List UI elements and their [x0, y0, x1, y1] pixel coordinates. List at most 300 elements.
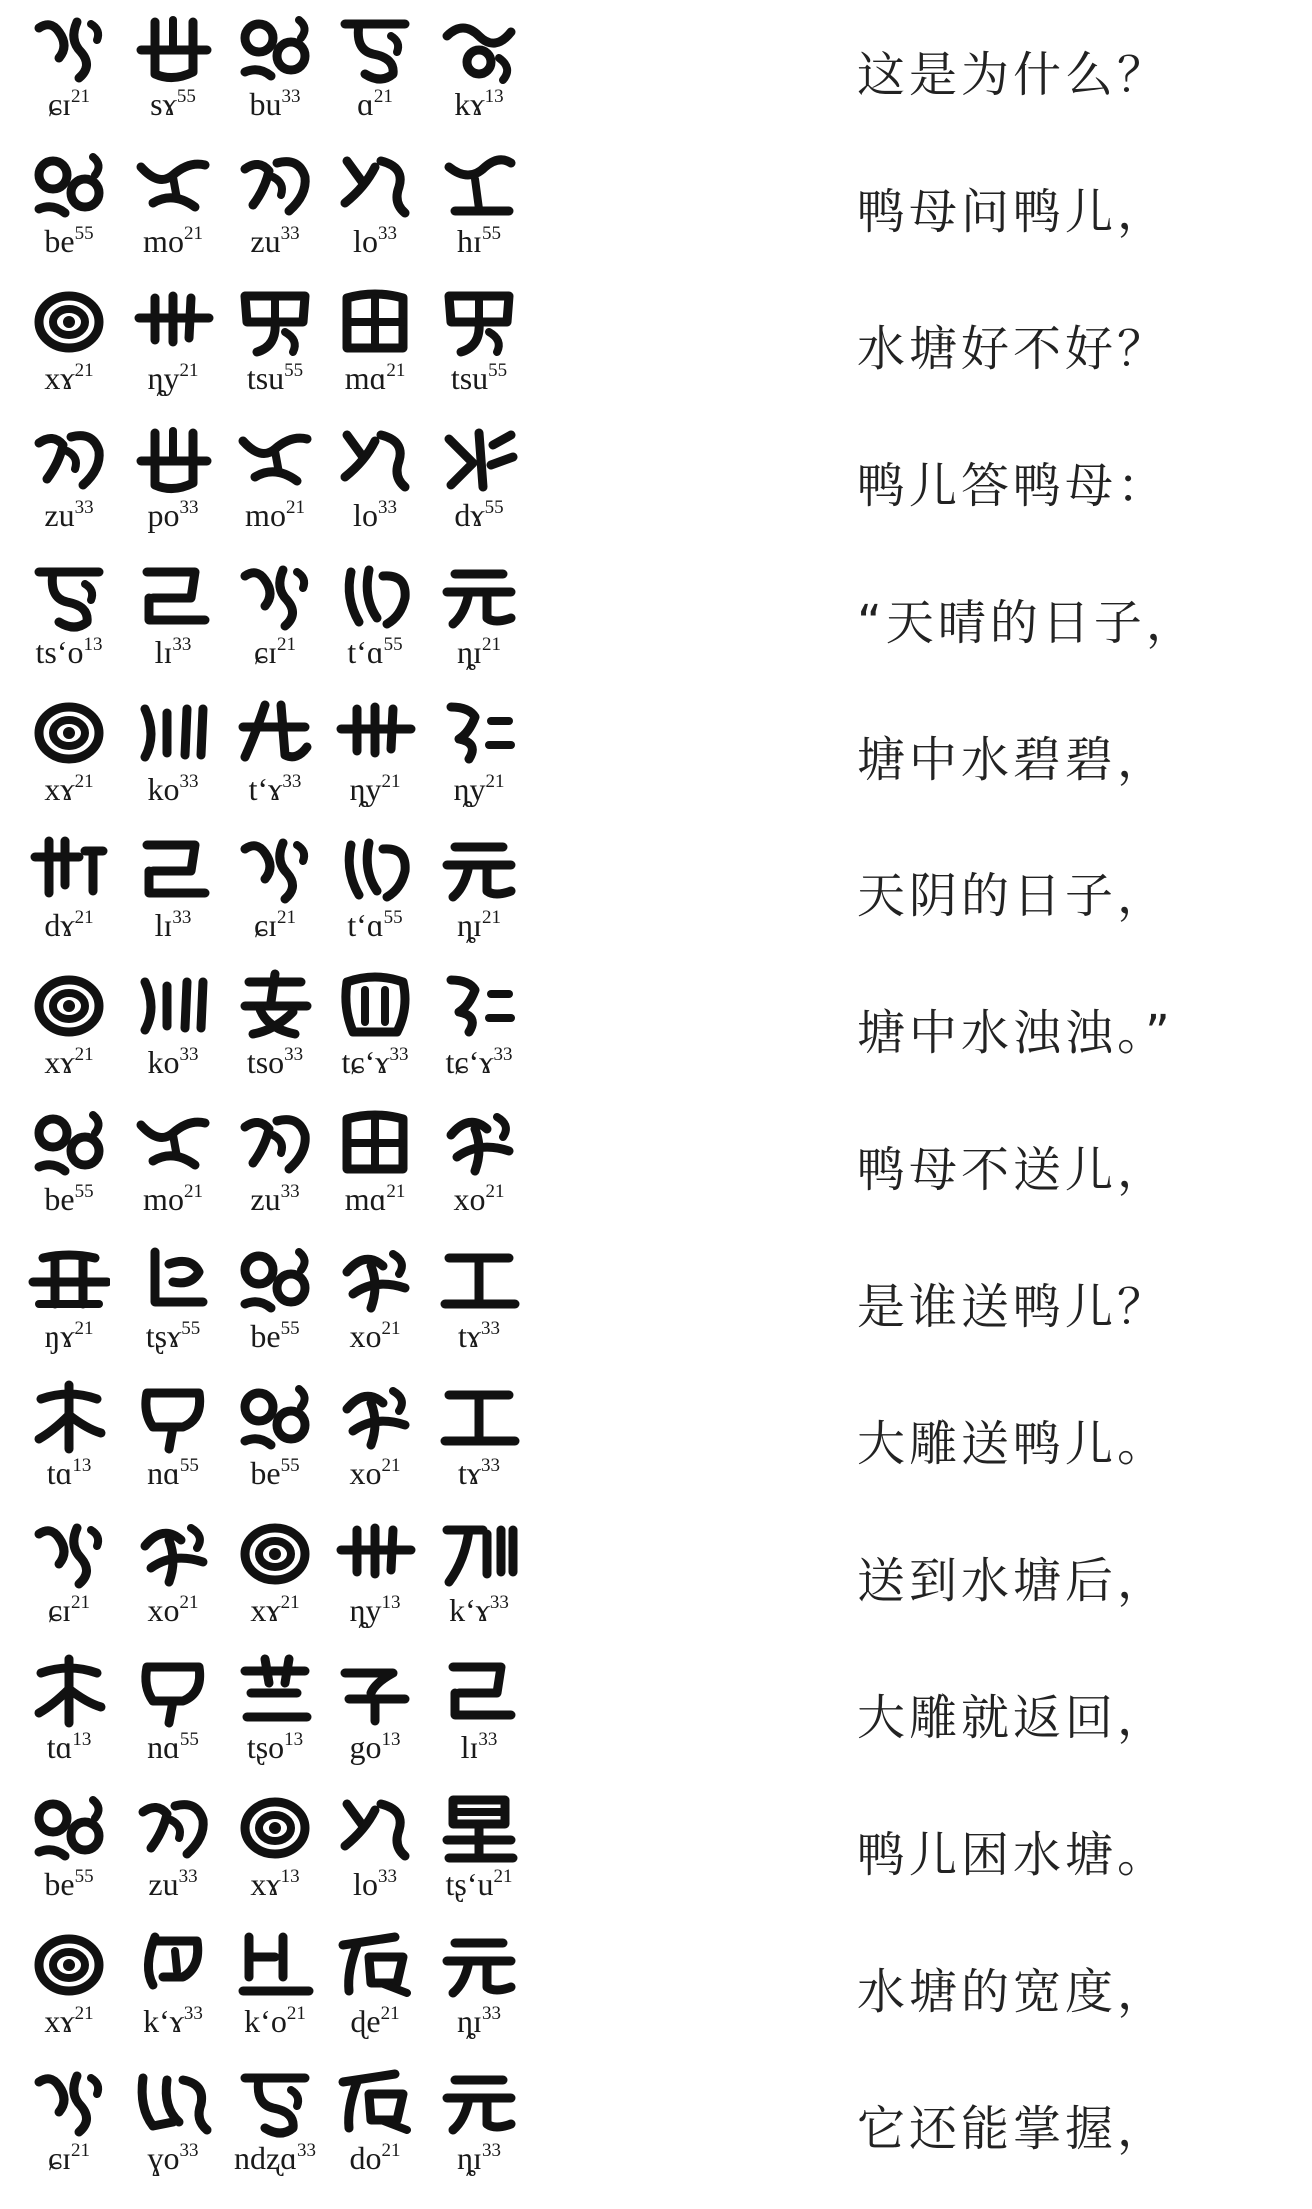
yi-glyph-double-hook-icon [334, 558, 416, 634]
yi-glyph-cross-bowl-icon [132, 10, 214, 86]
yi-glyph-cross-bowl-icon [132, 421, 214, 497]
yi-syllable [414, 417, 544, 547]
syllable-text: t‘ɑ [347, 633, 384, 670]
syllable-text: ŋɤ [44, 1318, 75, 1355]
tone-number: 21 [74, 770, 94, 792]
yi-glyph-hook-arch-icon [234, 1105, 316, 1181]
phonetic-transcription [414, 771, 544, 808]
tone-number: 55 [179, 1728, 199, 1750]
tone-number: 33 [481, 1318, 501, 1340]
yi-glyph-double-hook-icon [334, 831, 416, 907]
yi-glyph-concentric-icon [234, 1516, 316, 1592]
yi-glyph-hook-box-icon [132, 1927, 214, 2003]
yi-syllable [414, 827, 544, 957]
syllable-text: ɕɪ [47, 1591, 72, 1628]
text-line [0, 1649, 1312, 1787]
tone-number: 33 [280, 222, 300, 244]
syllable-text: xo [349, 1318, 382, 1355]
syllable-text: lo [353, 1865, 378, 1902]
yi-glyph-fork-icon [438, 421, 520, 497]
tone-number: 21 [71, 86, 91, 107]
syllable-text: be [250, 1318, 281, 1355]
syllable-text: nɑ [147, 1728, 180, 1765]
syllable-text: lo [353, 222, 378, 259]
yi-glyph-field-icon [334, 1105, 416, 1181]
tone-number: 33 [179, 1044, 199, 1066]
yi-glyph-leaf-icon [132, 1516, 214, 1592]
syllable-text: t‘ɑ [347, 907, 384, 944]
syllable-text: dɤ [454, 496, 485, 533]
yi-syllable [414, 1649, 544, 1779]
syllable-text: zu [148, 1865, 179, 1902]
tone-number: 33 [296, 2139, 316, 2161]
text-line [0, 554, 1312, 692]
syllable-text: tso [246, 1044, 285, 1081]
tone-number: 21 [179, 359, 199, 381]
syllable-text: xɤ [250, 1591, 281, 1628]
tone-number: 55 [383, 907, 403, 929]
text-line [0, 1101, 1312, 1239]
syllable-text: tʂo [246, 1728, 285, 1765]
text-line [0, 1512, 1312, 1650]
chinese-translation: 水塘的宽度， [857, 1963, 1170, 2020]
chinese-translation: 鸭母问鸭儿， [857, 183, 1170, 240]
yi-glyph-three-dash-icon [438, 968, 520, 1044]
tone-number: 21 [493, 1865, 513, 1887]
syllable-text: ȵy [349, 770, 382, 807]
phonetic-transcription [414, 86, 544, 123]
tone-number: 33 [178, 1865, 198, 1887]
syllable-text: kɤ [454, 86, 485, 122]
yi-glyph-net-bowl-icon [438, 284, 520, 360]
syllable-text: k‘ɤ [143, 2002, 184, 2039]
yi-glyph-hook-x-icon [234, 558, 316, 634]
tone-number: 33 [179, 496, 199, 518]
tone-number: 55 [488, 359, 508, 381]
text-line [0, 6, 1312, 144]
tone-number: 21 [179, 1591, 199, 1613]
yi-glyph-triple-stroke-icon [132, 695, 214, 771]
text-line [0, 417, 1312, 555]
tone-number: 21 [286, 2002, 306, 2024]
tone-number: 55 [74, 1865, 94, 1887]
syllable-text: xo [147, 1591, 180, 1628]
syllable-text: lo [353, 496, 378, 533]
yi-syllable [414, 1512, 544, 1642]
syllable-text: ɕɪ [47, 2139, 72, 2176]
yi-glyph-leaf-icon [334, 1379, 416, 1455]
syllable-text: ko [147, 1044, 180, 1081]
yi-glyph-round-box-icon [334, 968, 416, 1044]
syllable-text: xɤ [44, 359, 75, 396]
phonetic-transcription [414, 1181, 544, 1218]
phonetic-transcription [414, 2003, 544, 2040]
tone-number: 21 [381, 1318, 401, 1340]
tone-number: 33 [172, 907, 192, 929]
syllable-text: tɤ [457, 1318, 482, 1355]
yi-glyph-box-open-icon [132, 831, 214, 907]
yi-glyph-box-stand-icon [438, 1790, 520, 1866]
text-line [0, 964, 1312, 1102]
phonetic-transcription [414, 223, 544, 260]
tone-number: 33 [481, 2139, 501, 2161]
tone-number: 33 [389, 1044, 409, 1066]
syllable-text: be [44, 1181, 75, 1218]
yi-glyph-double-loop-icon [234, 1242, 316, 1318]
yi-glyph-leaf-icon [334, 1242, 416, 1318]
yi-glyph-wide-comb-icon [28, 1242, 110, 1318]
yi-glyph-stand-icon [438, 558, 520, 634]
tone-number: 33 [377, 496, 397, 518]
syllable-text: xɤ [44, 770, 75, 807]
yi-glyph-concentric-icon [28, 695, 110, 771]
yi-glyph-comb-icon [334, 695, 416, 771]
chinese-translation: 塘中水碧碧， [857, 731, 1170, 788]
text-line [0, 1923, 1312, 2061]
yi-syllable [414, 1923, 544, 2053]
text-line [0, 1786, 1312, 1924]
text-line [0, 1238, 1312, 1376]
tone-number: 21 [74, 2002, 94, 2024]
syllable-text: po [147, 496, 180, 533]
syllable-text: tʂ‘u [445, 1865, 494, 1902]
yi-glyph-wing-bar-icon [438, 147, 520, 223]
tone-number: 33 [74, 496, 94, 518]
syllable-text: ɖe [350, 2002, 381, 2039]
syllable-text: do [349, 2139, 382, 2176]
syllable-text: ȵy [147, 359, 180, 396]
yi-syllable [414, 691, 544, 821]
yi-syllable [414, 964, 544, 1094]
tone-number: 21 [381, 770, 401, 792]
syllable-text: tɑ [46, 1728, 73, 1765]
syllable-text: be [250, 1455, 281, 1491]
syllable-text: go [349, 1728, 382, 1765]
tone-number: 21 [485, 1181, 505, 1203]
yi-glyph-box-open-icon [132, 558, 214, 634]
syllable-text: be [44, 222, 75, 259]
yi-glyph-field-icon [334, 284, 416, 360]
chinese-translation: 鸭儿答鸭母： [857, 457, 1170, 514]
chinese-translation: 大雕送鸭儿。 [857, 1416, 1170, 1472]
phonetic-transcription [414, 634, 544, 671]
tone-number: 21 [373, 86, 393, 107]
tone-number: 21 [386, 359, 406, 381]
tone-number: 21 [277, 633, 297, 655]
yi-glyph-stand-icon [438, 1927, 520, 2003]
yi-glyph-wing-icon [132, 147, 214, 223]
tone-number: 21 [381, 1455, 401, 1476]
syllable-text: ɣo [147, 2139, 180, 2176]
tone-number: 33 [172, 633, 192, 655]
yi-glyph-hook-arch-icon [28, 421, 110, 497]
yi-glyph-steps-icon [234, 1927, 316, 2003]
yi-glyph-i-beam-icon [438, 1379, 520, 1455]
syllable-text: k‘ɤ [449, 1591, 490, 1628]
syllable-text: tɑ [46, 1455, 73, 1491]
yi-glyph-double-loop-icon [28, 1790, 110, 1866]
yi-glyph-concentric-icon [28, 968, 110, 1044]
tone-number: 21 [386, 1181, 406, 1203]
syllable-text: lɪ [460, 1728, 479, 1765]
tone-number: 21 [71, 1591, 91, 1613]
yi-glyph-slant-box-icon [334, 2064, 416, 2140]
yi-glyph-concentric-icon [28, 284, 110, 360]
yi-glyph-double-loop-icon [28, 1105, 110, 1181]
yi-glyph-double-loop-icon [234, 1379, 316, 1455]
yi-glyph-comb-small-icon [28, 831, 110, 907]
tone-number: 55 [383, 633, 403, 655]
chinese-translation: 是谁送鸭儿？ [857, 1279, 1170, 1336]
syllable-text: xɤ [44, 1044, 75, 1081]
syllable-text: dɤ [44, 907, 75, 944]
yi-glyph-hook-x-icon [28, 2064, 110, 2140]
chinese-translation: 天阴的日子， [857, 868, 1170, 925]
tone-number: 55 [181, 1318, 201, 1340]
tone-number: 33 [478, 1728, 498, 1750]
yi-glyph-wave-loop-icon [438, 10, 520, 86]
tone-number: 21 [74, 359, 94, 381]
syllable-text: mɑ [344, 1181, 387, 1218]
yi-glyph-leaf-icon [438, 1105, 520, 1181]
tone-number: 33 [183, 2002, 203, 2024]
syllable-text: tɕ‘ɤ [341, 1044, 390, 1081]
syllable-text: xo [349, 1455, 382, 1491]
chinese-translation: 送到水塘后， [857, 1552, 1170, 1609]
tone-number: 55 [74, 1181, 94, 1203]
syllable-text: ɑ [357, 86, 374, 122]
tone-number: 13 [484, 86, 504, 107]
tone-number: 33 [179, 2139, 199, 2161]
phonetic-transcription [414, 1044, 544, 1081]
syllable-text: be [44, 1865, 75, 1902]
phonetic-transcription [414, 907, 544, 944]
chinese-translation: 大雕就返回， [857, 1689, 1170, 1746]
yi-glyph-cap-loop-icon [234, 2064, 316, 2140]
syllable-text: nɑ [147, 1455, 180, 1491]
syllable-text: ko [147, 770, 180, 807]
tone-number: 13 [72, 1728, 92, 1750]
tone-number: 21 [380, 2002, 400, 2024]
text-line [0, 1375, 1312, 1513]
syllable-text: mo [143, 1181, 184, 1218]
yi-glyph-hook-x-icon [234, 831, 316, 907]
tone-number: 33 [489, 1591, 509, 1613]
yi-syllable [414, 143, 544, 273]
yi-glyph-hook-x-icon [28, 1516, 110, 1592]
yi-glyph-cap-loop-icon [334, 10, 416, 86]
yi-glyph-three-dash-icon [438, 695, 520, 771]
tone-number: 33 [281, 86, 301, 107]
yi-glyph-claw-icon [334, 421, 416, 497]
text-line [0, 280, 1312, 418]
syllable-text: ȵy [453, 770, 486, 807]
syllable-text: ȵɪ [457, 633, 482, 670]
chinese-translation: “天晴的日子， [857, 594, 1198, 651]
yi-glyph-net-bowl-icon [234, 284, 316, 360]
syllable-text: hɪ [457, 222, 482, 259]
yi-glyph-claw-icon [334, 1790, 416, 1866]
yi-glyph-double-loop-icon [234, 10, 316, 86]
yi-glyph-zigzag-icon [334, 1653, 416, 1729]
phonetic-transcription [414, 1592, 544, 1629]
chinese-translation: 这是为什么？ [857, 47, 1170, 103]
chinese-translation: 塘中水浊浊。” [857, 1005, 1174, 1062]
syllable-text: tsu [450, 359, 489, 396]
syllable-text: xo [453, 1181, 486, 1218]
syllable-text: tɕ‘ɤ [445, 1044, 494, 1081]
tone-number: 55 [481, 222, 501, 244]
chinese-translation: 它还能掌握， [857, 2100, 1170, 2157]
text-line [0, 827, 1312, 965]
yi-glyph-hook-x-icon [28, 10, 110, 86]
yi-glyph-wing-icon [132, 1105, 214, 1181]
tone-number: 21 [183, 222, 203, 244]
yi-glyph-crossbar-icon [234, 1653, 316, 1729]
syllable-text: sɤ [150, 86, 177, 122]
tone-number: 21 [277, 907, 297, 929]
tone-number: 13 [381, 1728, 401, 1750]
phonetic-transcription [414, 497, 544, 534]
yi-glyph-comb-icon [132, 284, 214, 360]
syllable-text: lɪ [154, 633, 173, 670]
yi-glyph-concentric-icon [234, 1790, 316, 1866]
syllable-text: ȵy [349, 1591, 382, 1628]
tone-number: 55 [280, 1455, 300, 1476]
tone-number: 21 [485, 770, 505, 792]
yi-glyph-hook-arch-icon [132, 1790, 214, 1866]
text-line [0, 691, 1312, 829]
yi-glyph-box-open-icon [438, 1653, 520, 1729]
syllable-text: zu [250, 222, 281, 259]
tone-number: 13 [381, 1591, 401, 1613]
yi-glyph-comb-icon [334, 1516, 416, 1592]
yi-glyph-claw-icon [334, 147, 416, 223]
phonetic-transcription [414, 1729, 544, 1766]
yi-glyph-concentric-icon [28, 1927, 110, 2003]
yi-syllable [414, 1238, 544, 1368]
tone-number: 13 [72, 1455, 92, 1476]
tone-number: 21 [280, 1591, 300, 1613]
yi-glyph-bar-lines-icon [438, 1516, 520, 1592]
yi-glyph-tree-icon [28, 1653, 110, 1729]
tone-number: 55 [179, 1455, 199, 1476]
yi-glyph-cup-icon [132, 1379, 214, 1455]
yi-glyph-triple-stroke-icon [132, 968, 214, 1044]
syllable-text: t‘ɤ [248, 770, 283, 807]
syllable-text: mo [245, 496, 286, 533]
phonetic-transcription [414, 360, 544, 397]
syllable-text: mɑ [344, 359, 387, 396]
syllable-text: tɤ [457, 1455, 482, 1491]
tone-number: 21 [71, 2139, 91, 2161]
tone-number: 13 [280, 1865, 300, 1887]
yi-syllable [414, 6, 544, 136]
text-line [0, 2060, 1312, 2198]
syllable-text: bu [249, 86, 282, 122]
tone-number: 33 [481, 2002, 501, 2024]
yi-syllable [414, 1101, 544, 1231]
yi-glyph-hook-arch-icon [234, 147, 316, 223]
syllable-text: mo [143, 222, 184, 259]
phonetic-transcription [414, 2140, 544, 2177]
syllable-text: tʂɤ [145, 1318, 182, 1355]
syllable-text: ɕɪ [47, 86, 72, 122]
syllable-text: lɪ [154, 907, 173, 944]
tone-number: 55 [280, 1318, 300, 1340]
syllable-text: tsu [246, 359, 285, 396]
syllable-text: ɕɪ [253, 907, 278, 944]
yi-syllable [414, 1375, 544, 1505]
tone-number: 33 [284, 1044, 304, 1066]
chinese-translation: 鸭儿困水塘。 [857, 1826, 1170, 1883]
tone-number: 33 [377, 222, 397, 244]
yi-glyph-corner-hook-icon [132, 1242, 214, 1318]
yi-glyph-stacked-icon [234, 968, 316, 1044]
yi-glyph-double-hook-low-icon [132, 2064, 214, 2140]
tone-number: 21 [74, 907, 94, 929]
tone-number: 55 [74, 222, 94, 244]
tone-number: 21 [481, 633, 501, 655]
yi-syllable [414, 280, 544, 410]
yi-glyph-cross-hook-icon [234, 695, 316, 771]
tone-number: 21 [381, 2139, 401, 2161]
tone-number: 33 [377, 1865, 397, 1887]
yi-glyph-cup-icon [132, 1653, 214, 1729]
syllable-text: ɕɪ [253, 633, 278, 670]
yi-glyph-i-beam-icon [438, 1242, 520, 1318]
phonetic-transcription [414, 1318, 544, 1355]
tone-number: 33 [280, 1181, 300, 1203]
syllable-text: zu [250, 1181, 281, 1218]
syllable-text: k‘o [244, 2002, 287, 2039]
yi-glyph-tree-icon [28, 1379, 110, 1455]
syllable-text: ȵɪ [457, 2002, 482, 2039]
tone-number: 13 [83, 633, 103, 655]
yi-syllable [414, 2060, 544, 2190]
syllable-text: xɤ [250, 1865, 281, 1902]
syllable-text: ndʐɑ [234, 2139, 297, 2176]
tone-number: 13 [284, 1728, 304, 1750]
yi-syllable [414, 554, 544, 684]
syllable-text: ȵɪ [457, 2139, 482, 2176]
syllable-text: ts‘o [35, 633, 84, 670]
yi-glyph-wing-icon [234, 421, 316, 497]
tone-number: 33 [282, 770, 302, 792]
tone-number: 21 [74, 1044, 94, 1066]
tone-number: 33 [481, 1455, 501, 1476]
yi-glyph-slant-box-icon [334, 1927, 416, 2003]
yi-glyph-cap-loop-icon [28, 558, 110, 634]
syllable-text: zu [44, 496, 75, 533]
tone-number: 55 [484, 496, 504, 518]
phonetic-transcription [414, 1455, 544, 1492]
tone-number: 33 [493, 1044, 513, 1066]
yi-glyph-stand-icon [438, 2064, 520, 2140]
tone-number: 55 [176, 86, 196, 107]
chinese-translation: 水塘好不好？ [857, 320, 1170, 377]
tone-number: 21 [183, 1181, 203, 1203]
syllable-text: ȵɪ [457, 907, 482, 944]
yi-syllable [414, 1786, 544, 1916]
tone-number: 21 [481, 907, 501, 929]
text-line [0, 143, 1312, 281]
tone-number: 21 [74, 1318, 94, 1340]
phonetic-transcription [414, 1866, 544, 1903]
chinese-translation: 鸭母不送儿， [857, 1142, 1170, 1199]
tone-number: 55 [284, 359, 304, 381]
tone-number: 33 [179, 770, 199, 792]
